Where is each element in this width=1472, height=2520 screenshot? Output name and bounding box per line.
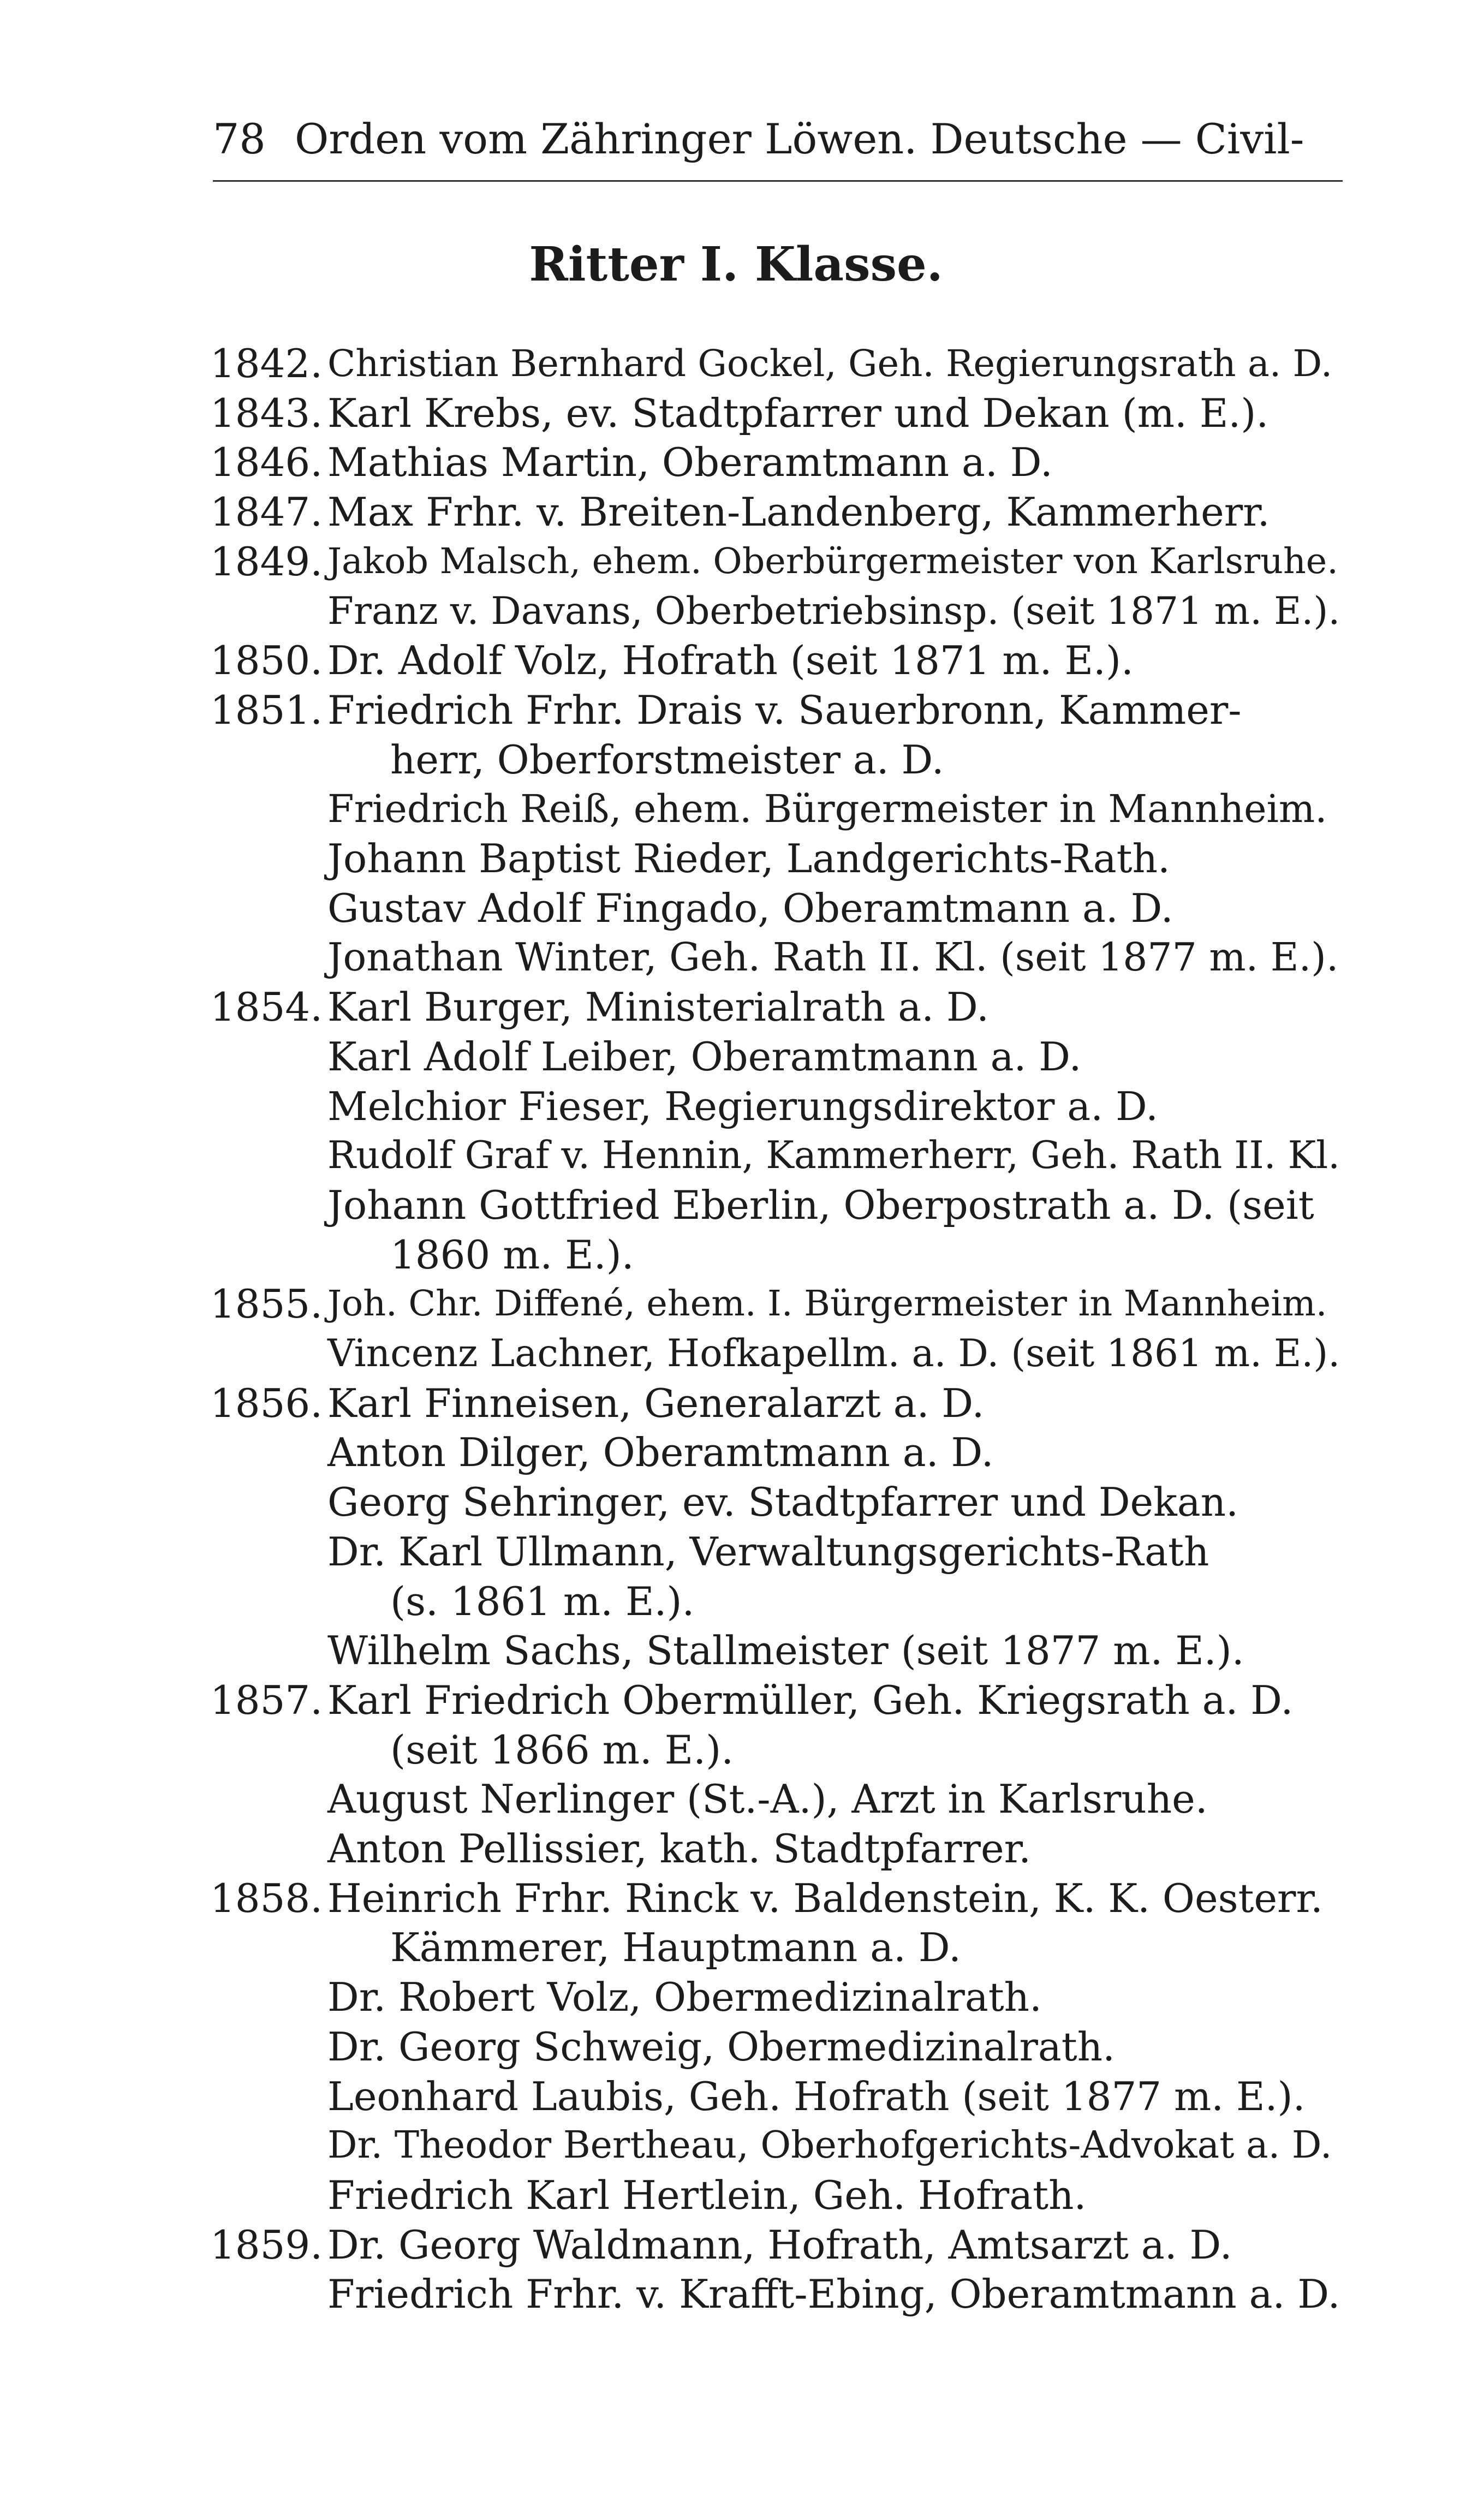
entry-year: 1846. xyxy=(210,439,323,485)
entry-line xyxy=(0,1230,1472,1280)
entry-line xyxy=(0,2269,1472,2319)
entry-line xyxy=(0,1427,1472,1478)
entry-line xyxy=(0,1725,1472,1775)
entry-text: Mathias Martin, Oberamtmann a. D. xyxy=(327,439,1053,485)
entry-text: (seit 1866 m. E.). xyxy=(390,1727,734,1773)
entry-line xyxy=(0,1328,1472,1379)
entry-year: 1854. xyxy=(210,984,323,1030)
entry-line xyxy=(0,1675,1472,1725)
entry-line xyxy=(0,1081,1472,1131)
entry-text: Dr. Adolf Volz, Hofrath (seit 1871 m. E.). xyxy=(327,638,1134,683)
entry-line xyxy=(0,1774,1472,1824)
entry-line xyxy=(0,1477,1472,1527)
entry-line xyxy=(0,1922,1472,1973)
entry-year: 1850. xyxy=(210,638,323,683)
entry-text: Rudolf Graf v. Hennin, Kammerherr, Geh. Rath II. Kl. xyxy=(327,1134,1340,1177)
entry-year: 1855. xyxy=(210,1281,323,1327)
entry-line xyxy=(0,1180,1472,1230)
entry-line xyxy=(0,1527,1472,1577)
entry-text: Friedrich Reiß, ehem. Bürgermeister in Mannheim. xyxy=(327,787,1327,831)
entry-year: 1842. xyxy=(210,341,323,386)
entry-line xyxy=(0,1130,1472,1181)
entry-text: herr, Oberforstmeister a. D. xyxy=(390,737,944,783)
entry-text: Jonathan Winter, Geh. Rath II. Kl. (seit 1877 m. E.). xyxy=(327,934,1339,980)
entry-text: August Nerlinger (St.-A.), Arzt in Karlsruhe. xyxy=(327,1776,1208,1822)
entry-text: Friedrich Frhr. v. Krafft-Ebing, Oberamtmann a. D. xyxy=(327,2271,1340,2317)
entry-line xyxy=(0,833,1472,884)
entry-text: Dr. Karl Ullmann, Verwaltungsgerichts-Rath xyxy=(327,1529,1209,1575)
entry-line xyxy=(0,2170,1472,2220)
section-title: Ritter I. Klasse. xyxy=(529,237,943,292)
entry-text: Anton Pellissier, kath. Stadtpfarrer. xyxy=(327,1826,1031,1872)
entry-line xyxy=(0,685,1472,735)
entry-text: Leonhard Laubis, Geh. Hofrath (seit 1877 m. E.). xyxy=(327,2074,1306,2119)
entry-text: Melchior Fieser, Regierungsdirektor a. D. xyxy=(327,1083,1159,1129)
entry-line xyxy=(0,388,1472,438)
entry-line xyxy=(0,1032,1472,1082)
entry-line xyxy=(0,586,1472,636)
entry-line xyxy=(0,784,1472,834)
entry-year: 1857. xyxy=(210,1677,323,1723)
entry-text: Franz v. Davans, Oberbetriebsinsp. (seit 1871 m. E.). xyxy=(327,589,1340,633)
entry-text: Wilhelm Sachs, Stallmeister (seit 1877 m. E.). xyxy=(327,1628,1244,1673)
entry-text: Joh. Chr. Diffené, ehem. I. Bürgermeister in Mannheim. xyxy=(327,1283,1327,1324)
entry-text: Johann Baptist Rieder, Landgerichts-Rath. xyxy=(327,836,1170,881)
entry-text: Dr. Robert Volz, Obermedizinalrath. xyxy=(327,1974,1042,2020)
entry-text: Kämmerer, Hauptmann a. D. xyxy=(390,1925,961,1970)
entry-line xyxy=(0,537,1472,587)
entry-text: Jakob Malsch, ehem. Oberbürgermeister von Karlsruhe. xyxy=(327,541,1338,582)
entry-line xyxy=(0,1576,1472,1627)
entry-text: Karl Krebs, ev. Stadtpfarrer und Dekan (m. E.). xyxy=(327,390,1269,436)
entry-line xyxy=(0,1824,1472,1874)
entry-text: 1860 m. E.). xyxy=(390,1232,634,1278)
entry-text: Max Frhr. v. Breiten-Landenberg, Kammerherr. xyxy=(327,489,1270,535)
entry-text: Dr. Georg Waldmann, Hofrath, Amtsarzt a. D. xyxy=(327,2222,1232,2268)
entry-line xyxy=(0,2071,1472,2122)
entry-text: Karl Friedrich Obermüller, Geh. Kriegsrath a. D. xyxy=(327,1677,1294,1723)
entry-text: Gustav Adolf Fingado, Oberamtmann a. D. xyxy=(327,885,1173,931)
entry-line xyxy=(0,635,1472,686)
entry-line xyxy=(0,883,1472,933)
entry-line xyxy=(0,1625,1472,1676)
entry-line xyxy=(0,735,1472,785)
entry-text: Christian Bernhard Gockel, Geh. Regierungsrath a. D. xyxy=(327,342,1333,385)
entry-line xyxy=(0,1279,1472,1329)
entry-line xyxy=(0,2220,1472,2270)
running-title: Orden vom Zähringer Löwen. Deutsche — Civil- xyxy=(295,115,1304,163)
entry-text: Dr. Georg Schweig, Obermedizinalrath. xyxy=(327,2024,1115,2070)
entry-line xyxy=(0,982,1472,1032)
entry-text: Karl Adolf Leiber, Oberamtmann a. D. xyxy=(327,1034,1082,1080)
entry-year: 1859. xyxy=(210,2222,323,2268)
entry-year: 1858. xyxy=(210,1875,323,1921)
entry-line xyxy=(0,1873,1472,1923)
page-number: 78 xyxy=(213,115,266,163)
entry-year: 1851. xyxy=(210,687,323,733)
entry-year: 1849. xyxy=(210,539,323,585)
entry-text: Vincenz Lachner, Hofkapellm. a. D. (seit 1861 m. E.). xyxy=(327,1332,1340,1375)
entry-text: Johann Gottfried Eberlin, Oberpostrath a. D. (seit xyxy=(327,1182,1314,1228)
entry-year: 1847. xyxy=(210,489,323,535)
entry-text: Georg Sehringer, ev. Stadtpfarrer und Dekan. xyxy=(327,1479,1238,1525)
entry-line xyxy=(0,2022,1472,2072)
entry-year: 1843. xyxy=(210,390,323,436)
entry-text: Heinrich Frhr. Rinck v. Baldenstein, K. K. Oesterr. xyxy=(327,1875,1323,1921)
entry-line xyxy=(0,487,1472,537)
entry-line xyxy=(0,1378,1472,1428)
entry-text: Friedrich Karl Hertlein, Geh. Hofrath. xyxy=(327,2172,1087,2218)
entry-line xyxy=(0,338,1472,389)
entry-text: (s. 1861 m. E.). xyxy=(390,1578,695,1624)
entry-text: Dr. Theodor Bertheau, Oberhofgerichts-Advokat a. D. xyxy=(327,2124,1332,2167)
entry-text: Friedrich Frhr. Drais v. Sauerbronn, Kammer- xyxy=(327,687,1242,733)
entry-line xyxy=(0,932,1472,982)
entry-year: 1856. xyxy=(210,1380,323,1426)
entry-line xyxy=(0,2120,1472,2171)
entry-text: Karl Burger, Ministerialrath a. D. xyxy=(327,984,990,1030)
entry-line xyxy=(0,1972,1472,2022)
entry-text: Anton Dilger, Oberamtmann a. D. xyxy=(327,1429,994,1475)
entry-text: Karl Finneisen, Generalarzt a. D. xyxy=(327,1380,985,1426)
entry-line xyxy=(0,437,1472,487)
